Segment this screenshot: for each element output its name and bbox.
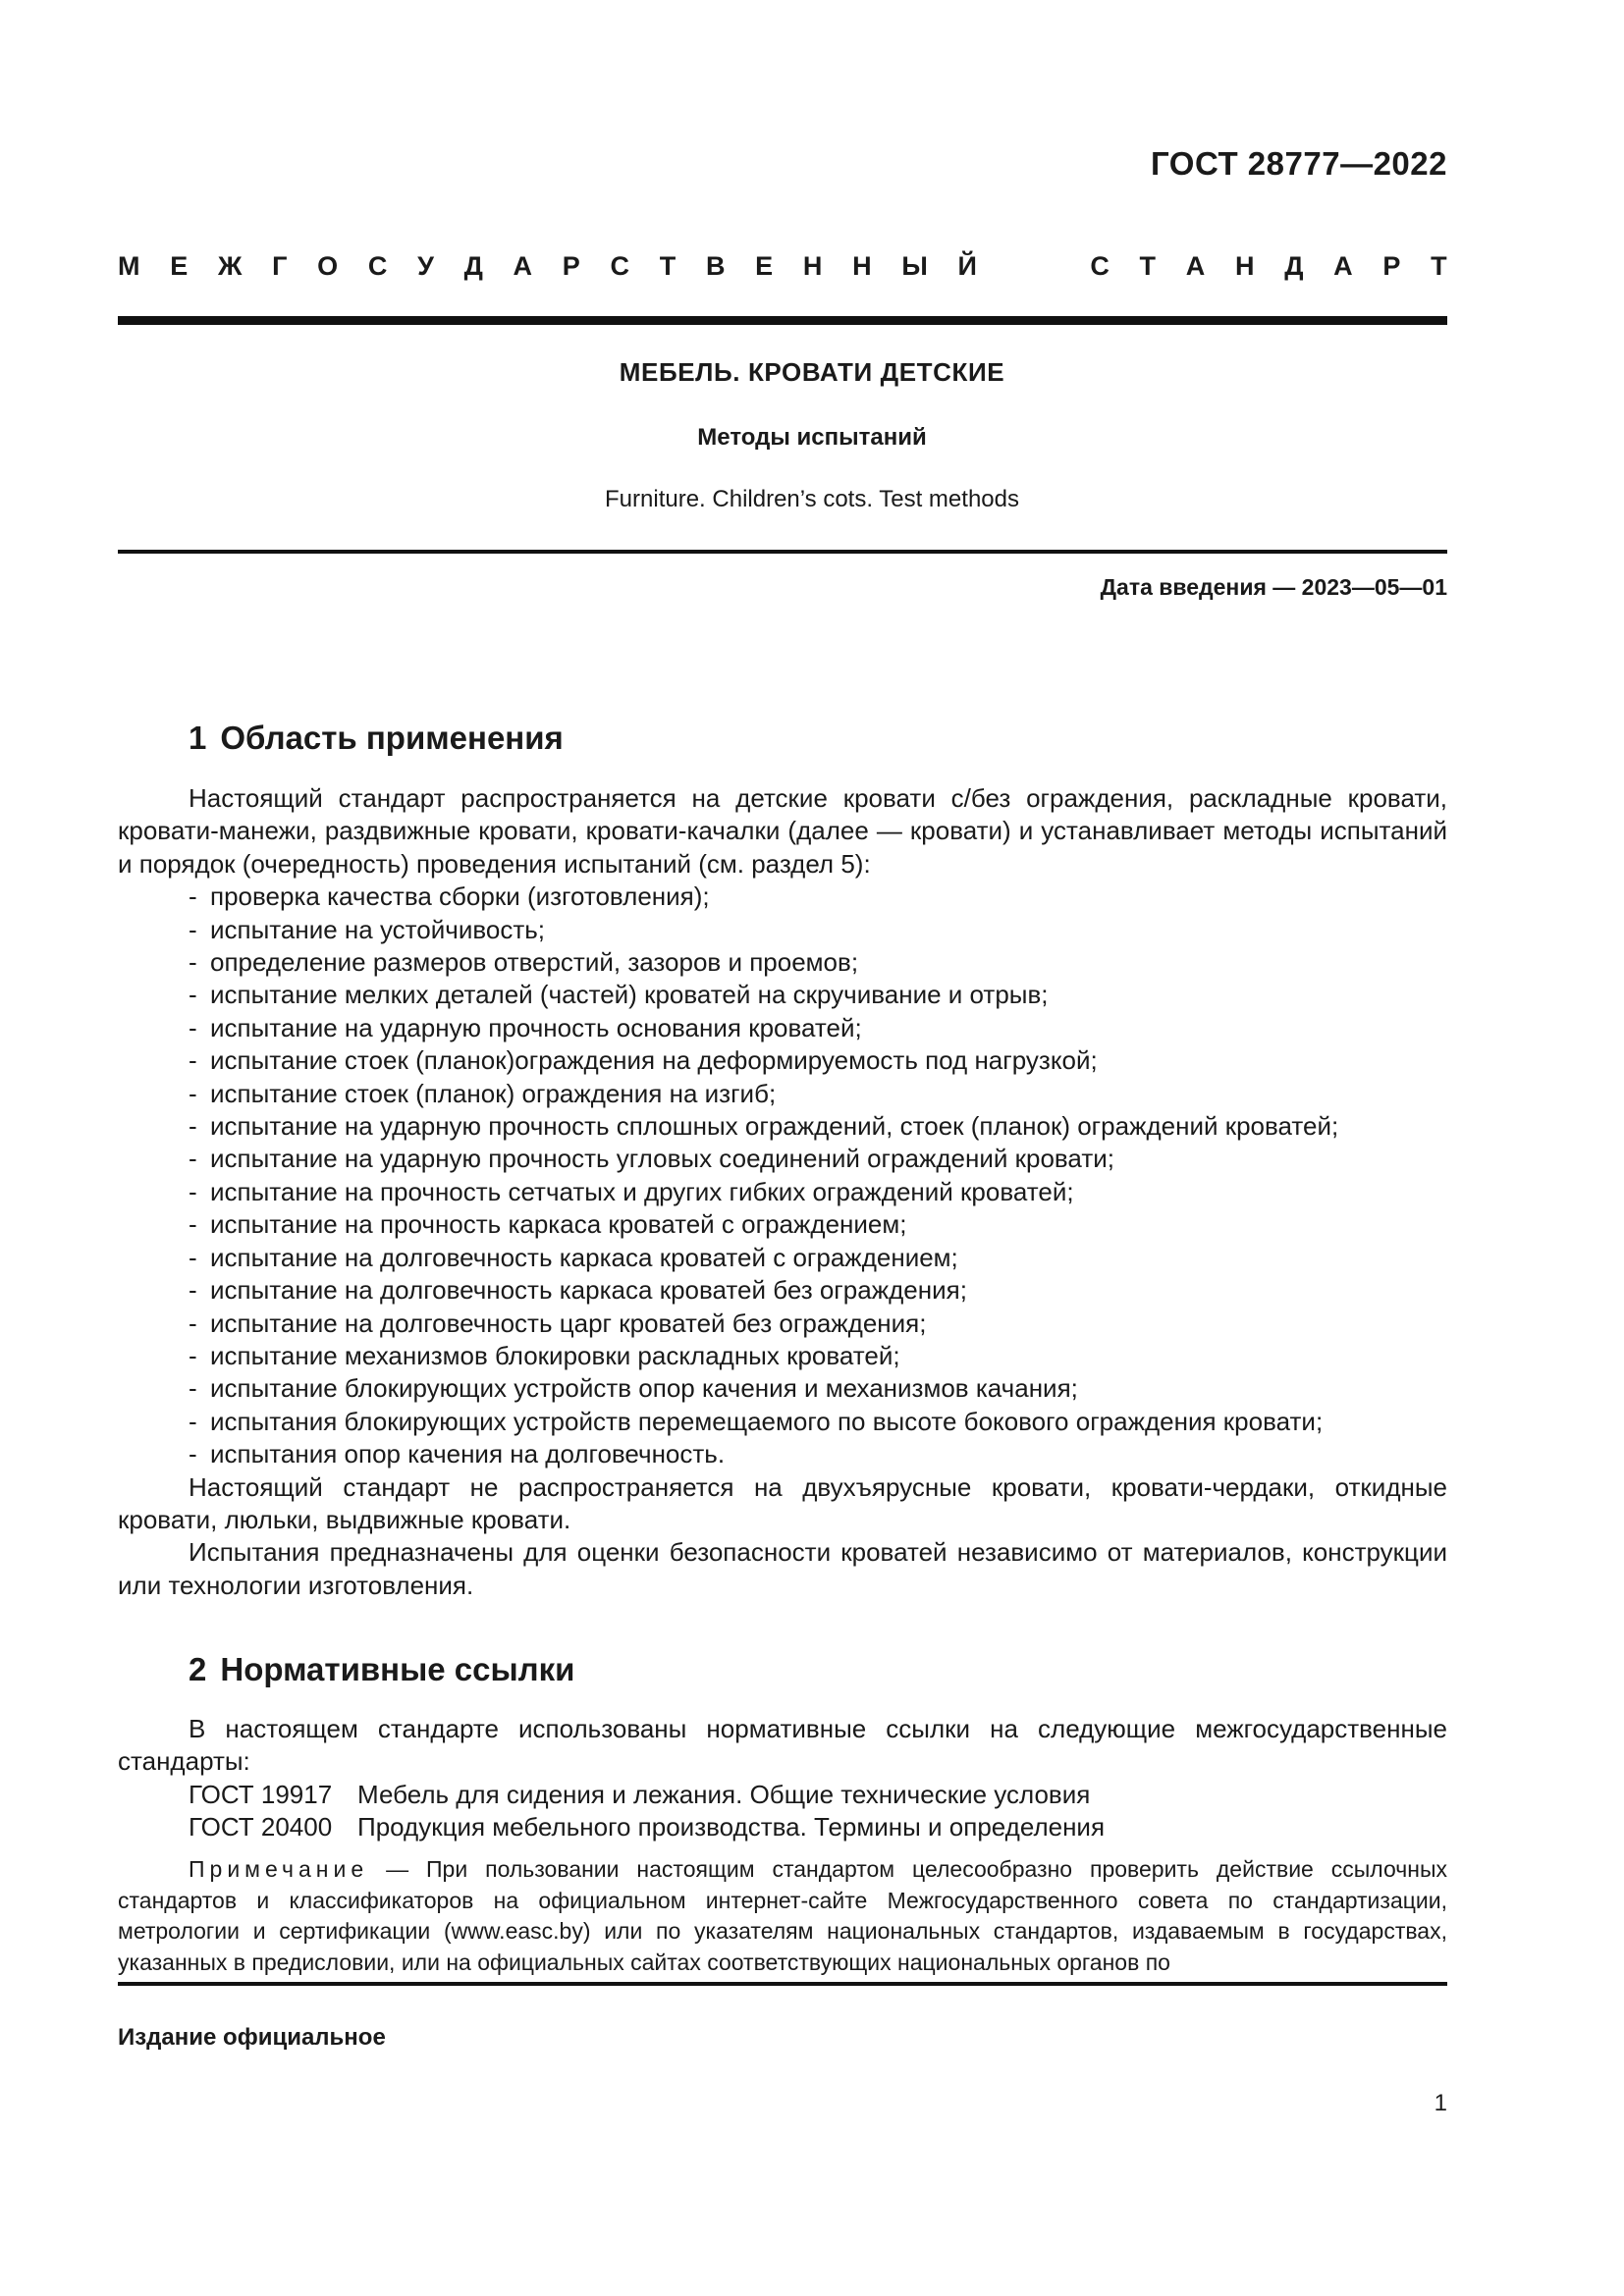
footer-rule <box>118 1982 1447 1986</box>
edition-label: Издание официальное <box>118 2024 386 2051</box>
document-title: МЕБЕЛЬ. КРОВАТИ ДЕТСКИЕ <box>619 357 1005 387</box>
test-list <box>118 881 1447 1470</box>
section-2-intro: В настоящем стандарте использованы нормативные ссылки на следующие межгосударственные стандарты: <box>118 1714 1447 1777</box>
section-title: Нормативные ссылки <box>220 1651 575 1687</box>
list-item: - испытание на долговечность каркаса кроватей с ограждением; <box>189 1242 958 1272</box>
list-item: - испытание мелких деталей (частей) кроватей на скручивание и отрыв; <box>189 980 1049 1010</box>
letter: Т <box>1139 251 1157 281</box>
letter: М <box>118 251 140 281</box>
reference-list <box>189 1779 1105 1844</box>
document-subtitle: Методы испытаний <box>697 424 927 451</box>
letter: У <box>417 251 434 281</box>
letter: Р <box>1382 251 1401 281</box>
letter: А <box>513 251 533 281</box>
list-item: - испытание на ударную прочность сплошных ограждений, стоек (планок) ограждений кроватей; <box>189 1111 1339 1142</box>
document-code: ГОСТ 28777—2022 <box>1151 145 1447 182</box>
letter: Ж <box>217 251 243 281</box>
letter: Р <box>562 251 580 281</box>
section-title: Область применения <box>220 720 564 756</box>
letter: Е <box>755 251 774 281</box>
letter: Й <box>957 251 977 281</box>
section-1-intro: Настоящий стандарт распространяется на детские кровати с/без ограждения, раскладные кровати, кровати-манежи, раздвижные кровати, кровати-качалки (далее — кровати) и устанавливает методы испытаний и порядок (очередность) проведения испытаний (см. раздел 5): <box>118 783 1447 879</box>
letter: С <box>1090 251 1110 281</box>
letter: Т <box>659 251 677 281</box>
english-title: Furniture. Children’s cots. Test methods <box>605 486 1019 512</box>
section-2-heading <box>189 1651 574 1688</box>
letter: А <box>1333 251 1353 281</box>
letter: Н <box>802 251 823 281</box>
letter: Г <box>272 251 288 281</box>
section-number: 2 <box>189 1651 207 1687</box>
letter: Ы <box>901 251 928 281</box>
letter: С <box>367 251 388 281</box>
list-item: - проверка качества сборки (изготовления); <box>189 881 710 912</box>
letter: А <box>1185 251 1206 281</box>
title-rule <box>118 550 1447 554</box>
page-number: 1 <box>1434 2090 1447 2116</box>
reference-item: ГОСТ 19917 Мебель для сидения и лежания. Общие технические условия <box>189 1780 1091 1809</box>
note-block <box>118 1854 1447 1978</box>
list-item: - испытание механизмов блокировки раскладных кроватей; <box>189 1340 900 1370</box>
list-item: - испытание на ударную прочность угловых соединений ограждений кровати; <box>189 1144 1114 1174</box>
section-1-body <box>118 782 1447 1602</box>
letter: Д <box>1284 251 1304 281</box>
letter: В <box>705 251 726 281</box>
letter: Н <box>852 251 872 281</box>
list-item: - испытание стоек (планок) ограждения на изгиб; <box>189 1078 777 1108</box>
list-item: - испытание на устойчивость; <box>189 914 546 944</box>
word-gap <box>1007 251 1060 282</box>
section-1-purpose: Испытания предназначены для оценки безопасности кроватей независимо от материалов, конструкции или технологии изготовления. <box>118 1537 1447 1600</box>
list-item: - испытания блокирующих устройств перемещаемого по высоте бокового ограждения кровати; <box>189 1406 1324 1436</box>
letter: Т <box>1431 251 1447 281</box>
section-1-heading <box>189 720 564 757</box>
list-item: - испытание на ударную прочность основания кроватей; <box>189 1012 862 1042</box>
letter: Н <box>1234 251 1255 281</box>
section-1-exclusions: Настоящий стандарт не распространяется на двухъярусные кровати, кровати-чердаки, откидные кровати, люльки, выдвижные кровати. <box>118 1471 1447 1534</box>
intro-date: Дата введения — 2023—05—01 <box>1100 574 1447 600</box>
list-item: - испытание блокирующих устройств опор качения и механизмов качания; <box>189 1373 1078 1404</box>
list-item: - испытание стоек (планок)ограждения на деформируемость под нагрузкой; <box>189 1045 1098 1076</box>
note-label: Примечание <box>189 1856 369 1882</box>
letter: О <box>317 251 339 281</box>
list-item: - определение размеров отверстий, зазоров и проемов; <box>189 947 859 978</box>
standard-type-heading <box>118 251 1447 282</box>
section-number: 1 <box>189 720 207 756</box>
list-item: - испытание на долговечность каркаса кроватей без ограждения; <box>189 1275 967 1306</box>
letter: Е <box>170 251 189 281</box>
list-item: - испытания опор качения на долговечность. <box>189 1439 726 1469</box>
list-item: - испытание на прочность сетчатых и других гибких ограждений кроватей; <box>189 1176 1074 1206</box>
header-rule <box>118 316 1447 325</box>
note-text: — При пользовании настоящим стандартом целесообразно проверить действие ссылочных стандартов и классификаторов на официальном интернет-сайте Межгосударственного совета по стандартизации, метрологии и сертификации (www.easc.by) или по указателям национальных стандартов, издаваемым в государствах, указанных в предисловии, или на официальных сайтах соответствующих национальных органов по <box>118 1856 1447 1975</box>
list-item: - испытание на долговечность царг кроватей без ограждения; <box>189 1308 927 1338</box>
reference-item: ГОСТ 20400 Продукция мебельного производства. Термины и определения <box>189 1812 1106 1842</box>
list-item: - испытание на прочность каркаса кроватей с ограждением; <box>189 1209 907 1240</box>
letter: Д <box>463 251 483 281</box>
letter: С <box>610 251 629 281</box>
